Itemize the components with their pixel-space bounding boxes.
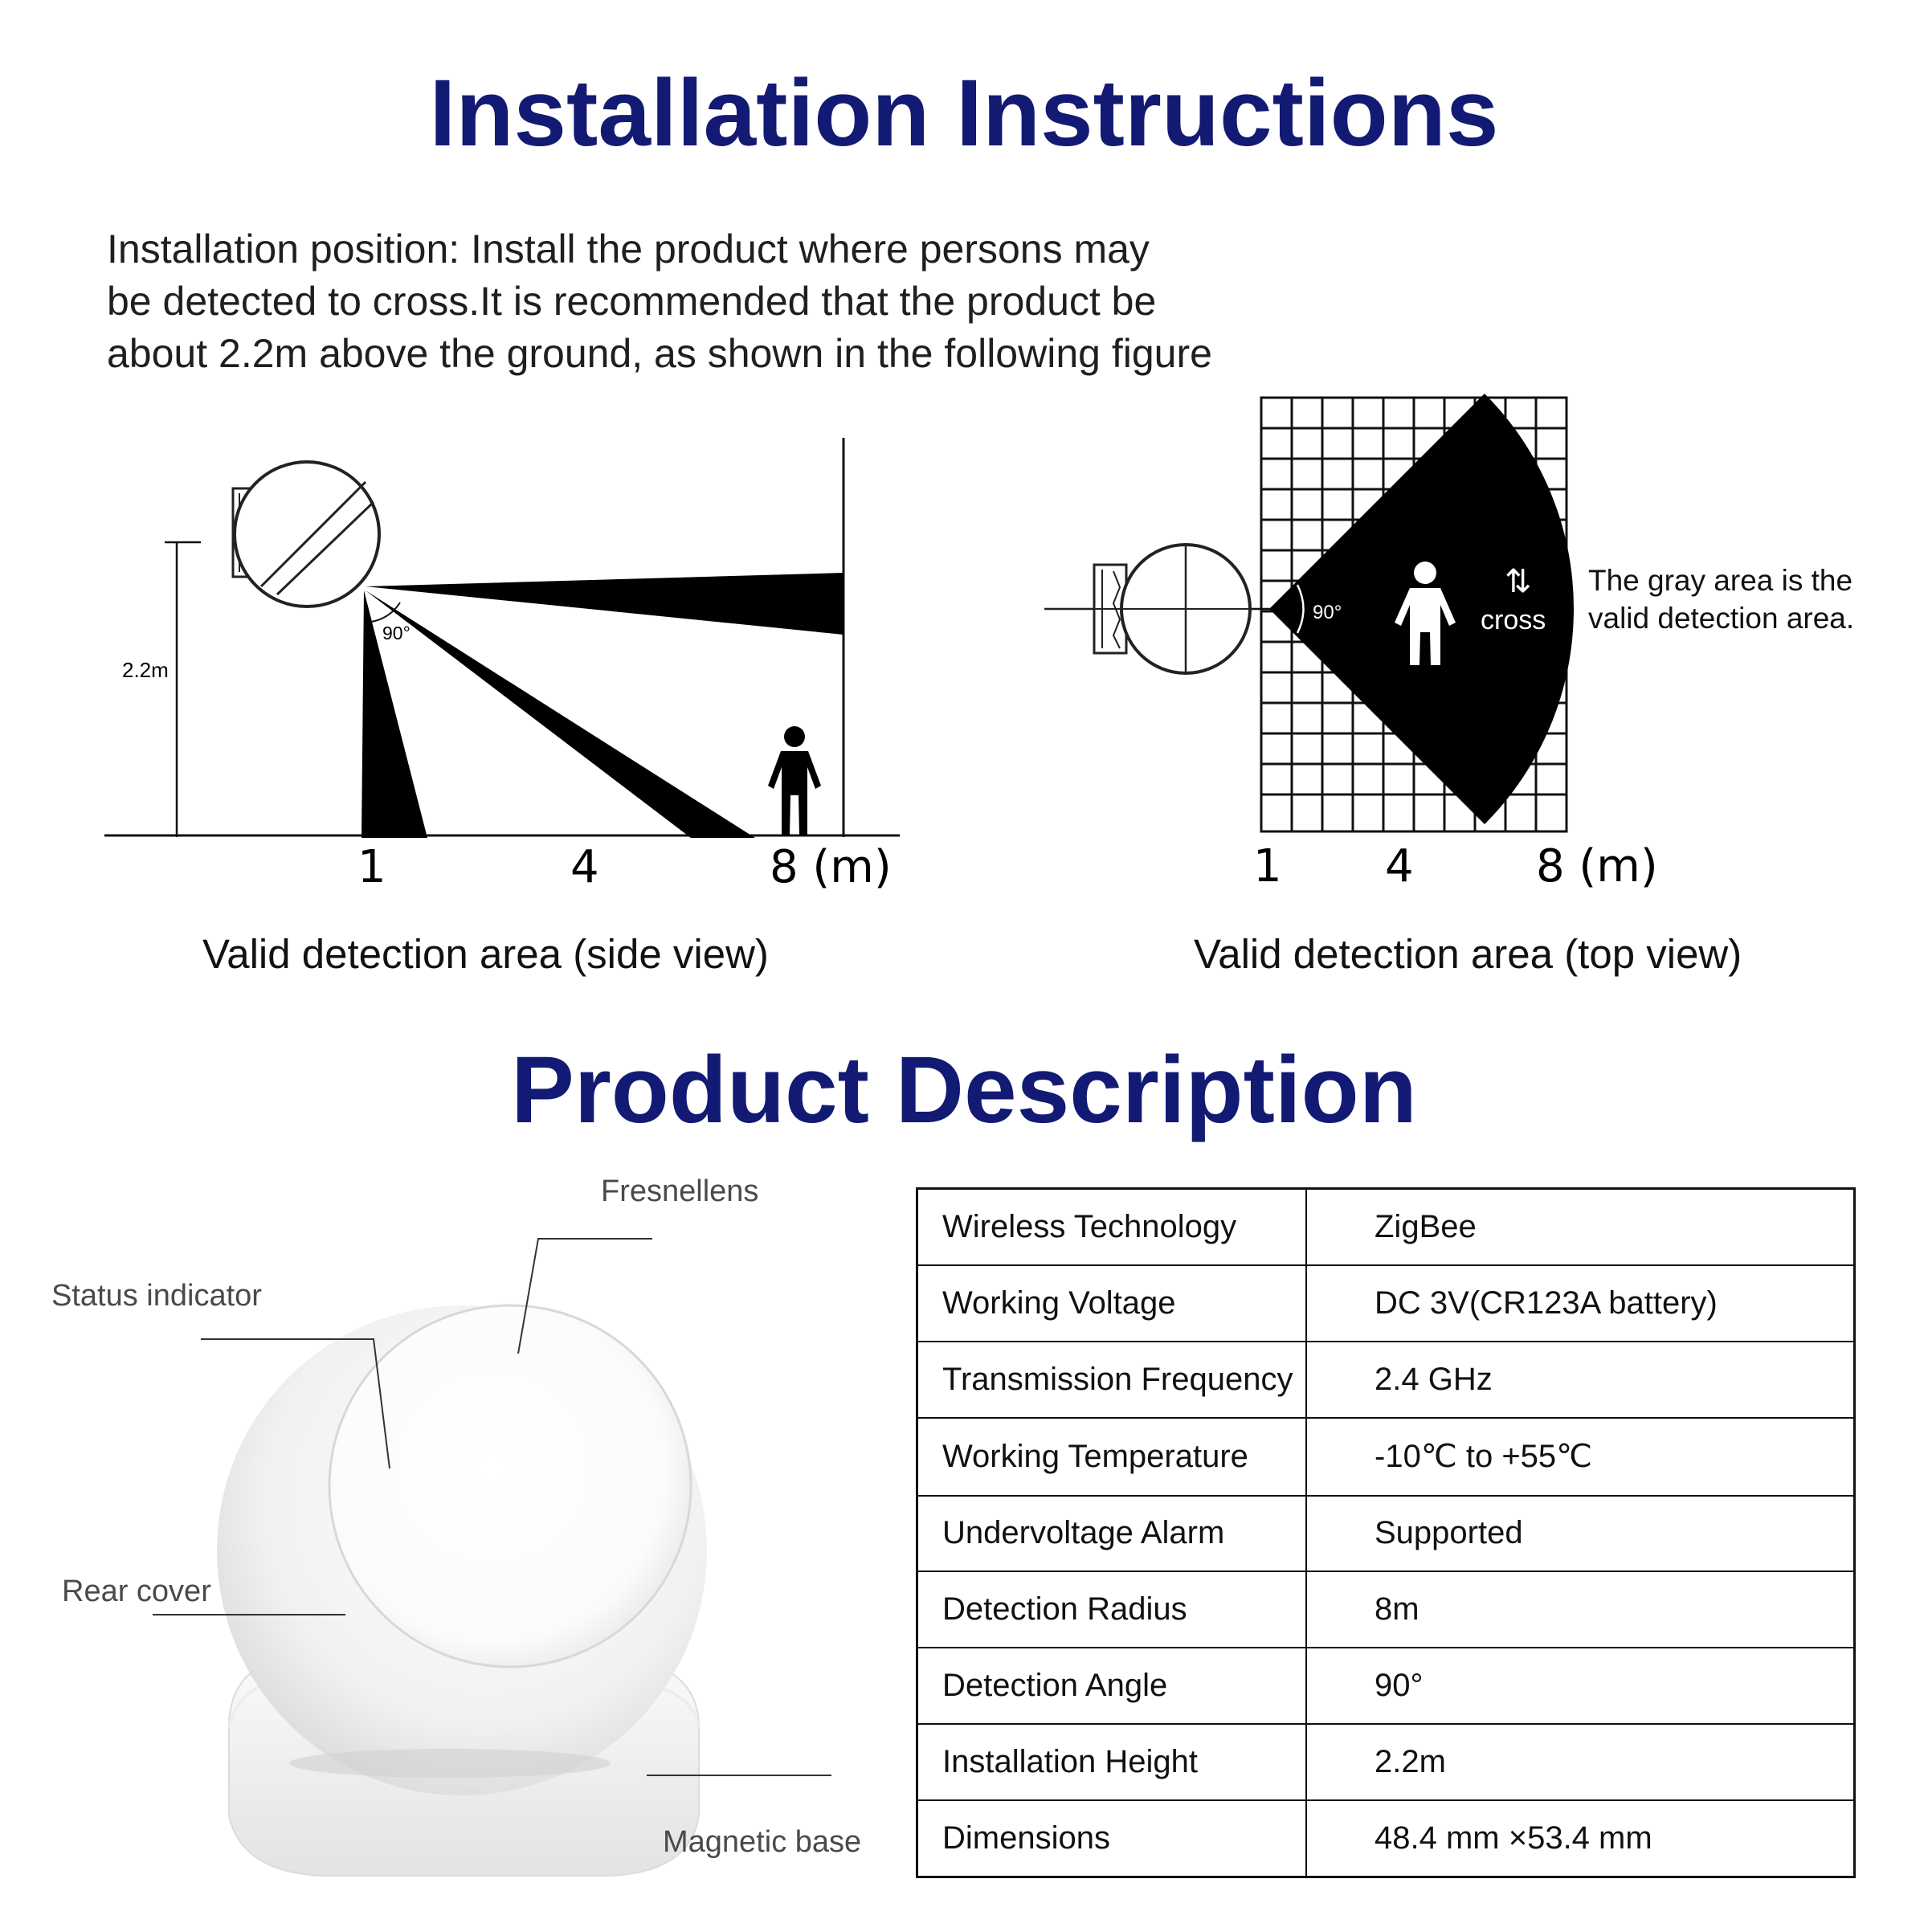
cross-arrow-icon: ⇅ bbox=[1505, 564, 1532, 599]
top-view-diagram bbox=[1036, 382, 1920, 896]
table-row bbox=[917, 1800, 1855, 1877]
installation-intro bbox=[107, 223, 1376, 380]
spec-value: Supported bbox=[1306, 1496, 1855, 1572]
sensor-top-icon bbox=[1044, 545, 1250, 673]
callout-status-indicator: Status indicator bbox=[51, 1279, 262, 1313]
spec-table bbox=[916, 1187, 1856, 1878]
table-row bbox=[917, 1418, 1855, 1496]
distance-label: 4 bbox=[1385, 840, 1414, 892]
spec-key: Working Voltage bbox=[917, 1265, 1307, 1342]
spec-value: 2.2m bbox=[1306, 1724, 1855, 1800]
person-icon bbox=[768, 726, 821, 835]
spec-key: Detection Angle bbox=[917, 1648, 1307, 1724]
cross-label: cross bbox=[1481, 605, 1546, 635]
sensor-side-icon bbox=[233, 462, 379, 607]
spec-key: Wireless Technology bbox=[917, 1189, 1307, 1266]
table-row bbox=[917, 1571, 1855, 1648]
distance-label: 8 (m) bbox=[770, 841, 892, 893]
detection-beam bbox=[366, 590, 755, 838]
spec-key: Transmission Frequency bbox=[917, 1342, 1307, 1418]
table-row bbox=[917, 1648, 1855, 1724]
callout-fresnel-lens: Fresnellens bbox=[601, 1174, 759, 1208]
detection-beam bbox=[366, 573, 844, 635]
spec-value: 48.4 mm ×53.4 mm bbox=[1306, 1800, 1855, 1877]
table-row bbox=[917, 1724, 1855, 1800]
spec-key: Dimensions bbox=[917, 1800, 1307, 1877]
spec-value: 90° bbox=[1306, 1648, 1855, 1724]
intro-line: be detected to cross.It is recommended that the product be bbox=[107, 279, 1157, 324]
installation-title: Installation Instructions bbox=[429, 60, 1499, 166]
intro-line: about 2.2m above the ground, as shown in the following figure bbox=[107, 331, 1212, 376]
spec-value: 2.4 GHz bbox=[1306, 1342, 1855, 1418]
side-view-svg bbox=[96, 426, 916, 900]
table-row bbox=[917, 1496, 1855, 1572]
area-note-line: The gray area is the bbox=[1588, 564, 1853, 597]
spec-key: Installation Height bbox=[917, 1724, 1307, 1800]
product-title: Product Description bbox=[511, 1037, 1417, 1143]
top-view-svg bbox=[1036, 382, 1920, 896]
spec-key: Working Temperature bbox=[917, 1418, 1307, 1496]
spec-value: 8m bbox=[1306, 1571, 1855, 1648]
fresnel-lens bbox=[329, 1305, 691, 1667]
callout-magnetic-base: Magnetic base bbox=[663, 1825, 862, 1859]
side-view-diagram bbox=[96, 426, 916, 900]
distance-label: 1 bbox=[357, 841, 386, 893]
callout-rear-cover: Rear cover bbox=[62, 1575, 211, 1608]
table-row bbox=[917, 1189, 1855, 1266]
angle-label: 90° bbox=[1313, 602, 1342, 623]
distance-label: 4 bbox=[570, 841, 599, 893]
intro-line: Installation position: Install the product where persons may bbox=[107, 227, 1150, 272]
spec-key: Detection Radius bbox=[917, 1571, 1307, 1648]
spec-value: ZigBee bbox=[1306, 1189, 1855, 1266]
height-label: 2.2m bbox=[122, 658, 169, 682]
top-view-caption: Valid detection area (top view) bbox=[1194, 931, 1742, 977]
spec-key: Undervoltage Alarm bbox=[917, 1496, 1307, 1572]
spec-value: DC 3V(CR123A battery) bbox=[1306, 1265, 1855, 1342]
angle-label: 90° bbox=[382, 623, 411, 643]
distance-label: 1 bbox=[1253, 840, 1282, 892]
area-note-line: valid detection area. bbox=[1588, 602, 1855, 635]
spec-value: -10℃ to +55℃ bbox=[1306, 1418, 1855, 1496]
table-row bbox=[917, 1342, 1855, 1418]
distance-label: 8 (m) bbox=[1536, 840, 1658, 892]
table-row bbox=[917, 1265, 1855, 1342]
side-view-caption: Valid detection area (side view) bbox=[202, 931, 769, 977]
